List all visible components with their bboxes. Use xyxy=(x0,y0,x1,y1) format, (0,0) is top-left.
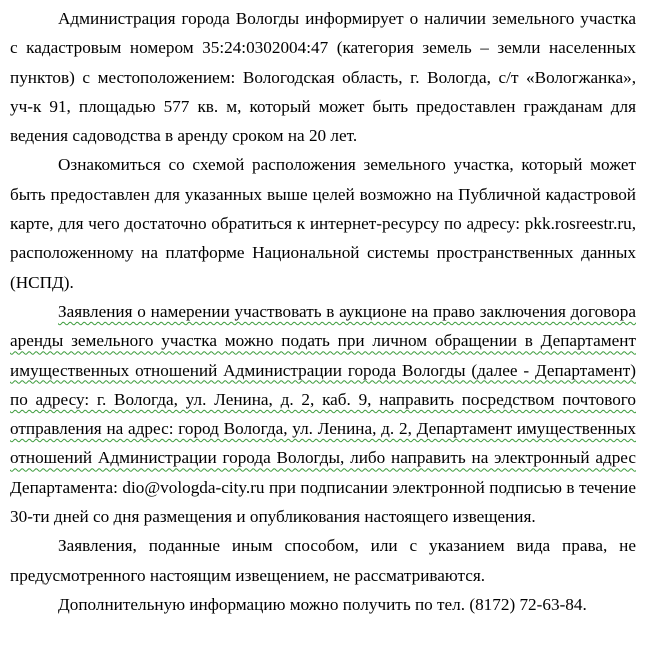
paragraph-cadastral-map: Ознакомиться со схемой расположения земельного участка, который может быть предоставлен для указанных выше целей возможно на Публичной кадастровой карте, для чего достаточно обратиться к интернет-ресурсу по адресу: pkk.rosreestr.ru, расположенному на платформе Национальной системы пространственных данных (НСПД). xyxy=(10,155,636,292)
spellcheck-underlined-text: Заявления о намерении участвовать в аукционе на право заключения договора аренды земельного участка можно подать при личном обращении в Департамент имущественных отношений Администрации города Вологды (далее - Департамент) по адресу: г. Вологда, ул. Ленина, д. 2, каб. 9, направить посредством почтового отправления на адрес: город Вологда, ул. Ленина, д. 2, Департамент имущественных отношений Администрации города Вологды, либо направить на электронный адрес xyxy=(10,301,636,468)
paragraph-contact-phone: Дополнительную информацию можно получить по тел. (8172) 72-63-84. xyxy=(58,594,587,614)
document-body xyxy=(10,4,636,619)
paragraph-land-plot-info: Администрация города Вологды информирует о наличии земельного участка с кадастровым номером 35:24:0302004:47 (категория земель – земли населенных пунктов) с местоположением: Вологодская область, г. Вологда, с/т «Вологжанка», уч-к 91, площадью 577 кв. м, который может быть предоставлен гражданам для ведения садоводства в аренду сроком на 20 лет. xyxy=(10,9,636,146)
paragraph-other-applications: Заявления, поданные иным способом, или с указанием вида права, не предусмотренного настоящим извещением, не рассматриваются. xyxy=(10,536,636,585)
paragraph-application-submission xyxy=(10,297,636,531)
paragraph-application-submission-tail: Департамента: dio@vologda-city.ru при подписании электронной подписью в течение 30-ти дней со дня размещения и опубликования настоящего извещения. xyxy=(10,477,636,527)
